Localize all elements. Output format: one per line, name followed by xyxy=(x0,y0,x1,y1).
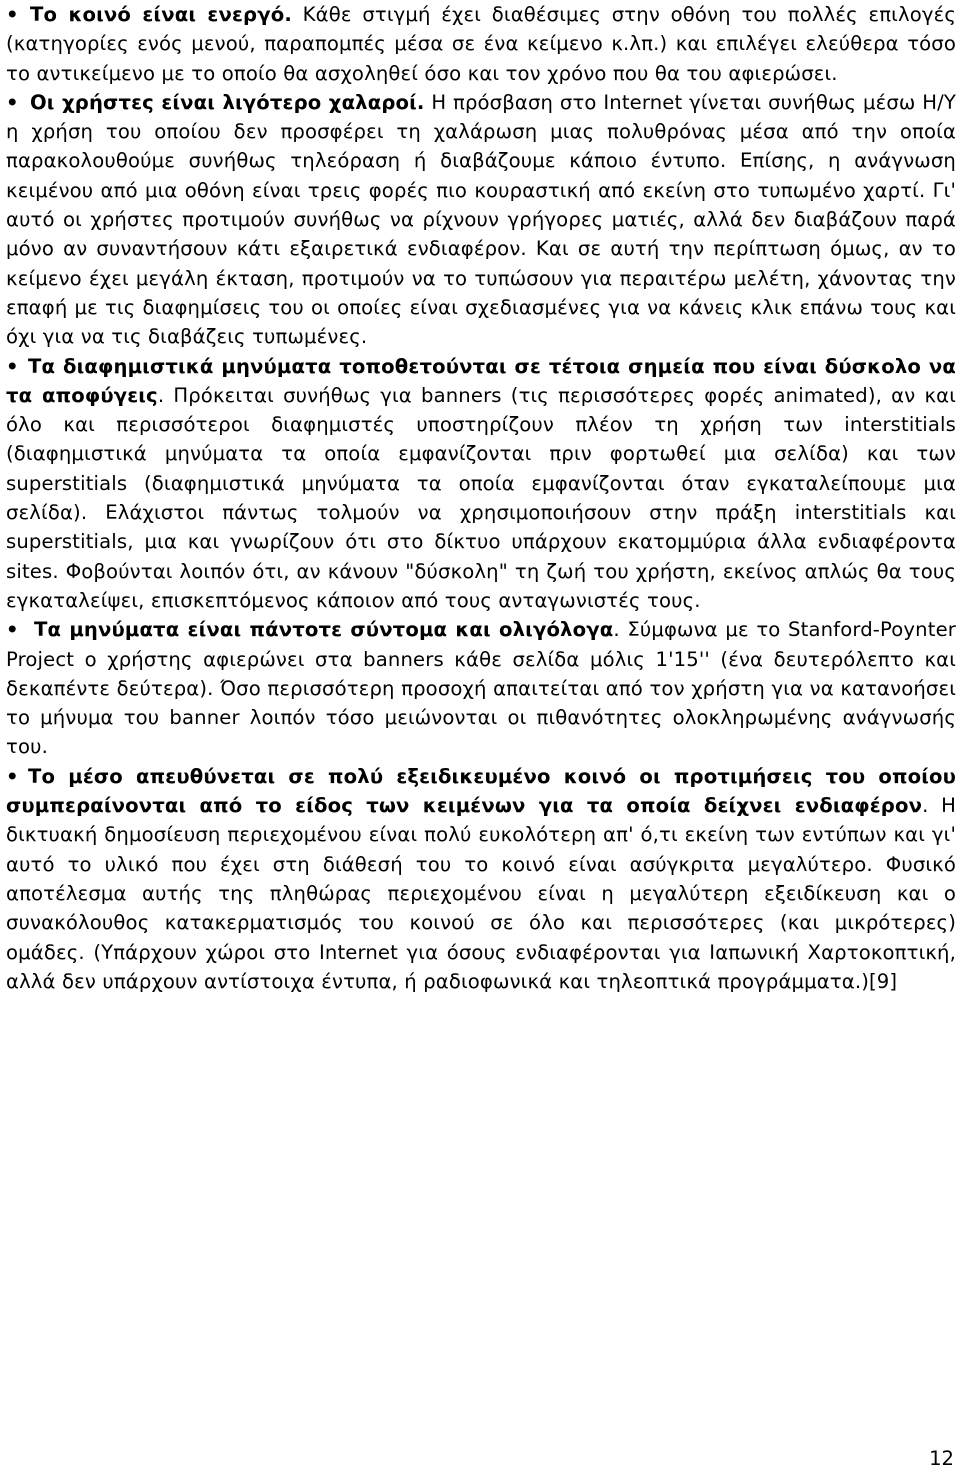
paragraph-short-messages xyxy=(6,615,956,761)
paragraph-lead: Το μέσο απευθύνεται σε πολύ εξειδικευμένο κοινό οι προτιμήσεις του οποίου συμπεραίνονται από το είδος των κειμένων για τα οποία δείχνει ενδιαφέρον xyxy=(6,764,956,818)
paragraph-lead: Τα μηνύματα είναι πάντοτε σύντομα και ολιγόλογα xyxy=(34,618,614,642)
bullet-icon: • xyxy=(6,3,19,26)
paragraph-text: Η πρόσβαση στο Internet γίνεται συνήθως μέσω Η/Υ η χρήση του οποίου δεν προσφέρει τη χαλάρωση μιας πολυθρόνας μέσα από την οποία παρακολουθούμε συνήθως τηλεόραση ή διαβάζουμε κάποιο έντυπο. Επίσης, η ανάγνωση κειμένου από μια οθόνη είναι τρεις φορές πιο κουραστική από εκείνη στο τυπωμένο χαρτί. Γι' αυτό οι χρήστες προτιμούν συνήθως να ρίχνουν γρήγορες ματιές, αλλά δεν διαβάζουν παρά μόνο αν συναντήσουν κάτι εξαιρετικά ενδιαφέρον. Και σε αυτή την περίπτωση όμως, αν το κείμενο έχει μεγάλη έκταση, προτιμούν να το τυπώσουν για περαιτέρω μελέτη, χάνοντας την επαφή με τις διαφημίσεις του οι οποίες είναι σχεδιασμένες για να κάνεις κλικ επάνω τους και όχι για να τις διαβάζεις τυπωμένες. xyxy=(6,90,956,349)
paragraph-lead: Τα διαφημιστικά μηνύματα τοποθετούνται σε τέτοια σημεία που είναι δύσκολο να τα αποφύγεις xyxy=(6,354,956,407)
bullet-icon: • xyxy=(6,90,19,114)
paragraph-text: . Η δικτυακή δημοσίευση περιεχομένου είναι πολύ ευκολότερη απ' ό,τι εκείνη των εντύπων και γι' αυτό το υλικό που έχει στη διάθεσή του το κοινό είναι ασύγκριτα μεγαλύτερο. Φυσικό αποτέλεσμα αυτής της πληθώρας περιεχομένου είναι η μεγαλύτερη εξειδίκευση και ο συνακόλουθος κατακερματισμός του κοινού σε όλο και περισσότερες (και μικρότερες) ομάδες. (Υπάρχουν χώροι στο Internet για όσους ενδιαφέρονται για Ιαπωνική Χαρτοκοπτική, αλλά δεν υπάρχουν αντίστοιχα έντυπα, ή ραδιοφωνικά και τηλεοπτικά προγράμματα.)[9] xyxy=(6,794,957,993)
paragraph-specialized-audience xyxy=(6,762,956,996)
paragraph-text: Κάθε στιγμή έχει διαθέσιμες στην οθόνη του πολλές επιλογές (κατηγορίες ενός μενού, παραπομπές μέσα σε ένα κείμενο κ.λπ.) και επιλέγει ελεύθερα τόσο το αντικείμενο με το οποίο θα ασχοληθεί όσο και τον χρόνο που θα του αφιερώσει. xyxy=(6,3,956,85)
page-number: 12 xyxy=(929,1447,954,1470)
bullet-icon: • xyxy=(6,618,19,642)
paragraph-less-relaxed-users xyxy=(6,88,956,352)
document-page xyxy=(6,0,956,996)
paragraph-text: . Σύμφωνα με το Stanford-Poynter Project ο χρήστης αφιερώνει στα banners κάθε σελίδα μόλις 1'15'' (ένα δευτερόλεπτο και δεκαπέντε δεύτερα). Όσο περισσότερη προσοχή απαιτείται από τον χρήστη για να κατανοήσει το μήνυμα του banner λοιπόν τόσο μειώνονται οι πιθανότητες ολοκληρωμένης ανάγνωσής του. xyxy=(6,618,956,759)
paragraph-lead: Το κοινό είναι ενεργό. xyxy=(30,3,292,26)
bullet-icon: • xyxy=(6,354,19,378)
paragraph-active-audience xyxy=(6,0,956,88)
paragraph-lead: Οι χρήστες είναι λιγότερο χαλαροί. xyxy=(30,90,425,114)
paragraph-text: . Πρόκειται συνήθως για banners (τις περισσότερες φορές animated), αν και όλο και περισσότεροι διαφημιστές υποστηρίζουν πλέον τη χρήση των interstitials (διαφημιστικά μηνύματα τα οποία εμφανίζονται πριν φορτωθεί μια σελίδα) και των superstitials (διαφημιστικά μηνύματα τα οποία εμφανίζονται όταν εγκαταλείπουμε μια σελίδα). Ελάχιστοι πάντως τολμούν να χρησιμοποιήσουν στην πράξη interstitials και superstitials, μια και γνωρίζουν ότι στο δίκτυο υπάρχουν εκατομμύρια άλλα ενδιαφέροντα sites. Φοβούνται λοιπόν ότι, αν κάνουν "δύσκολη" τη ζωή του χρήστη, εκείνος απλώς θα τους εγκαταλείψει, επισκεπτόμενος κάποιον από τους ανταγωνιστές τους. xyxy=(6,383,956,612)
bullet-icon: • xyxy=(6,764,19,788)
paragraph-ad-placement xyxy=(6,352,956,616)
